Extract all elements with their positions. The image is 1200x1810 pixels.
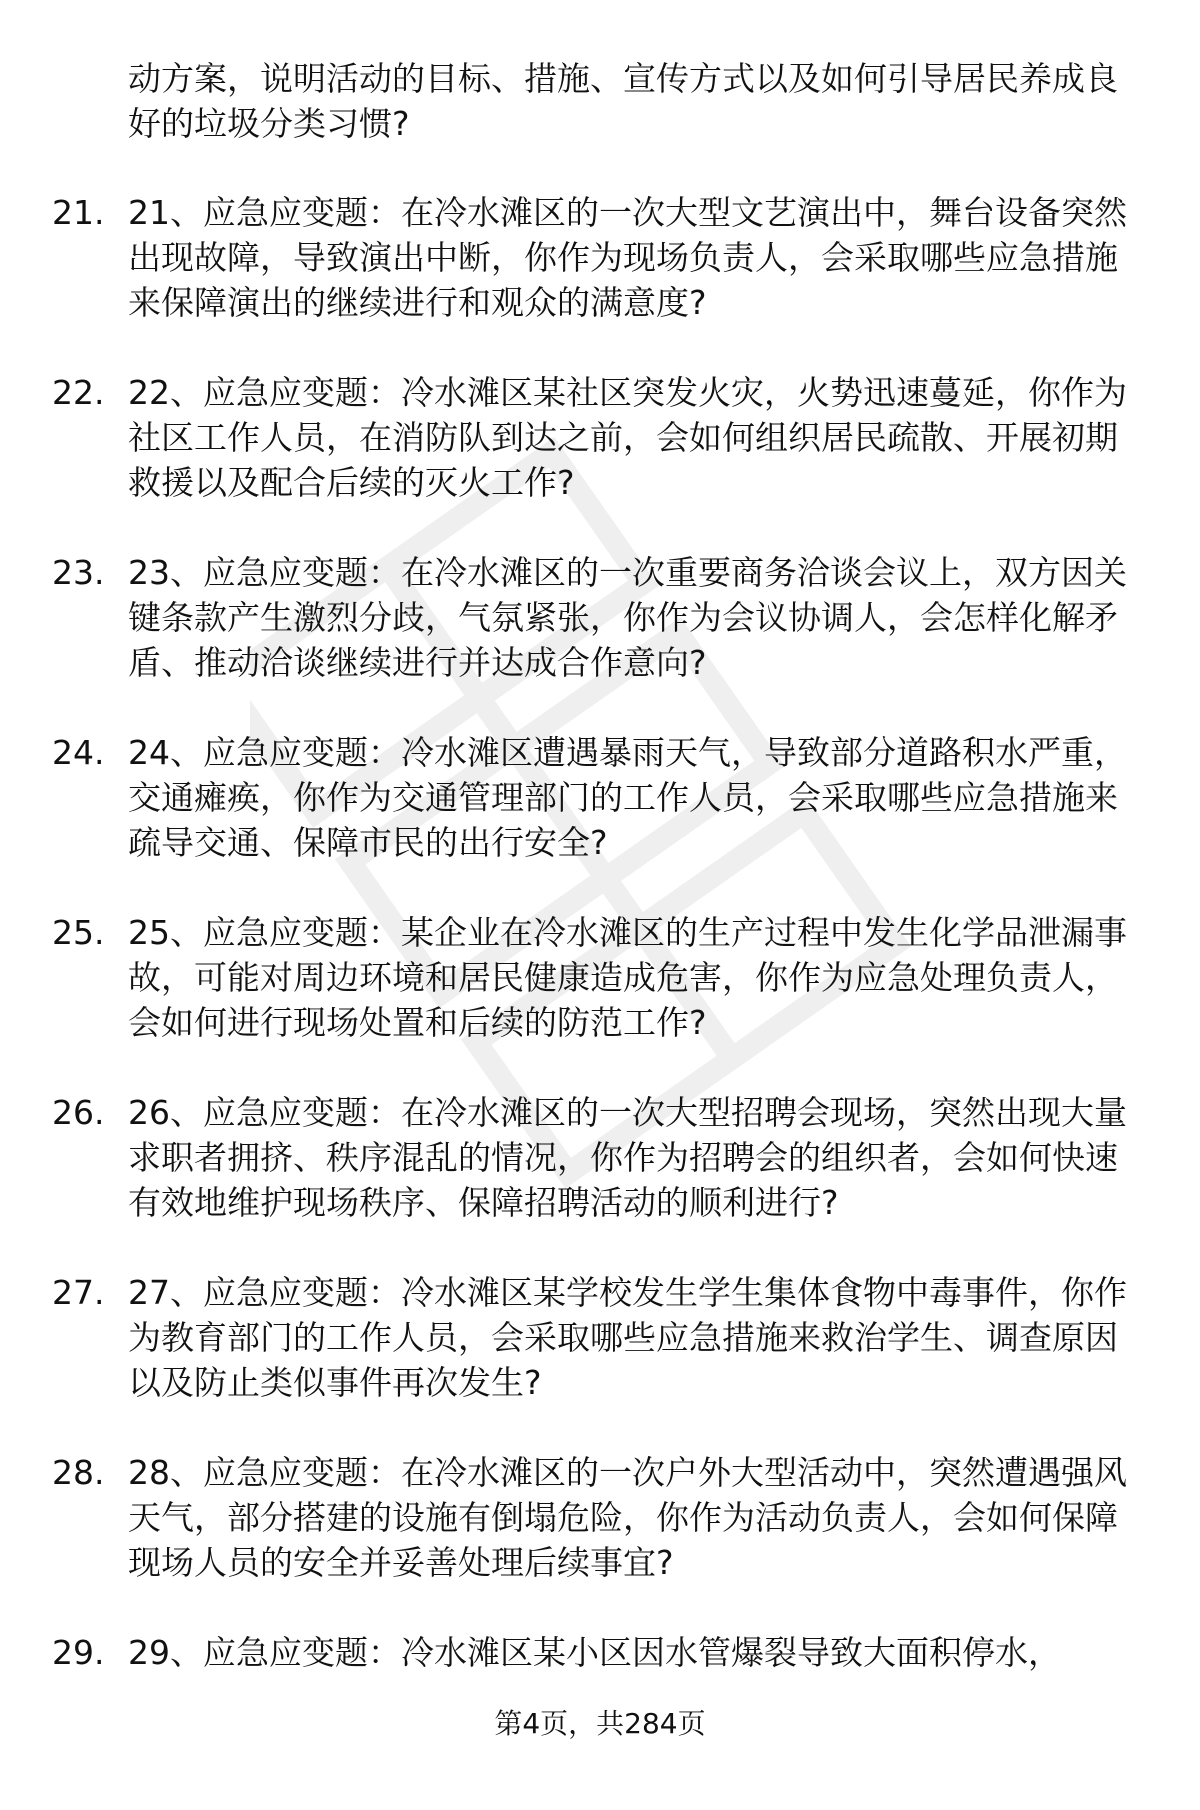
question-text: 27、应急应变题：冷水滩区某学校发生学生集体食物中毒事件，你作为教育部门的工作人员，会采取哪些应急措施来救治学生、调查原因以及防止类似事件再次发生? [128,1273,1127,1402]
question-text: 24、应急应变题：冷水滩区遭遇暴雨天气，导致部分道路积水严重，交通瘫痪，你作为交通管理部门的工作人员，会采取哪些应急措施来疏导交通、保障市民的出行安全? [128,733,1127,862]
page-footer: 第4页，共284页 [494,1707,706,1740]
question-number: 28. [52,1453,105,1492]
list-item [0,550,1200,730]
question-number: 29. [52,1633,105,1672]
question-text: 22、应急应变题：冷水滩区某社区突发火灾，火势迅速蔓延，你作为社区工作人员，在消防队到达之前，会如何组织居民疏散、开展初期救援以及配合后续的灭火工作? [128,373,1127,502]
list-item [0,910,1200,1090]
question-list [0,190,1200,1810]
list-item [0,1270,1200,1450]
list-item [0,370,1200,550]
question-number: 22. [52,373,105,412]
question-number: 24. [52,733,105,772]
question-text: 26、应急应变题：在冷水滩区的一次大型招聘会现场，突然出现大量求职者拥挤、秩序混乱的情况，你作为招聘会的组织者，会如何快速有效地维护现场秩序、保障招聘活动的顺利进行? [128,1093,1127,1222]
question-text: 25、应急应变题：某企业在冷水滩区的生产过程中发生化学品泄漏事故，可能对周边环境和居民健康造成危害，你作为应急处理负责人，会如何进行现场处置和后续的防范工作? [128,913,1127,1042]
question-number: 27. [52,1273,105,1312]
question-number: 23. [52,553,105,592]
list-item [0,1090,1200,1270]
list-item [0,190,1200,370]
question-text: 29、应急应变题：冷水滩区某小区因水管爆裂导致大面积停水， [128,1633,1061,1672]
list-item [0,1450,1200,1630]
intro-text: 动方案，说明活动的目标、措施、宣传方式以及如何引导居民养成良好的垃圾分类习惯? [128,59,1118,143]
question-text: 21、应急应变题：在冷水滩区的一次大型文艺演出中，舞台设备突然出现故障，导致演出中断，你作为现场负责人，会采取哪些应急措施来保障演出的继续进行和观众的满意度? [128,193,1127,322]
question-text: 28、应急应变题：在冷水滩区的一次户外大型活动中，突然遭遇强风天气，部分搭建的设施有倒塌危险，你作为活动负责人，会如何保障现场人员的安全并妥善处理后续事宜? [128,1453,1127,1582]
list-item [0,730,1200,910]
question-text: 23、应急应变题：在冷水滩区的一次重要商务洽谈会议上，双方因关键条款产生激烈分歧，气氛紧张，你作为会议协调人，会怎样化解矛盾、推动洽谈继续进行并达成合作意向? [128,553,1127,682]
question-number: 21. [52,193,105,232]
question-number: 25. [52,913,105,952]
question-number: 26. [52,1093,105,1132]
